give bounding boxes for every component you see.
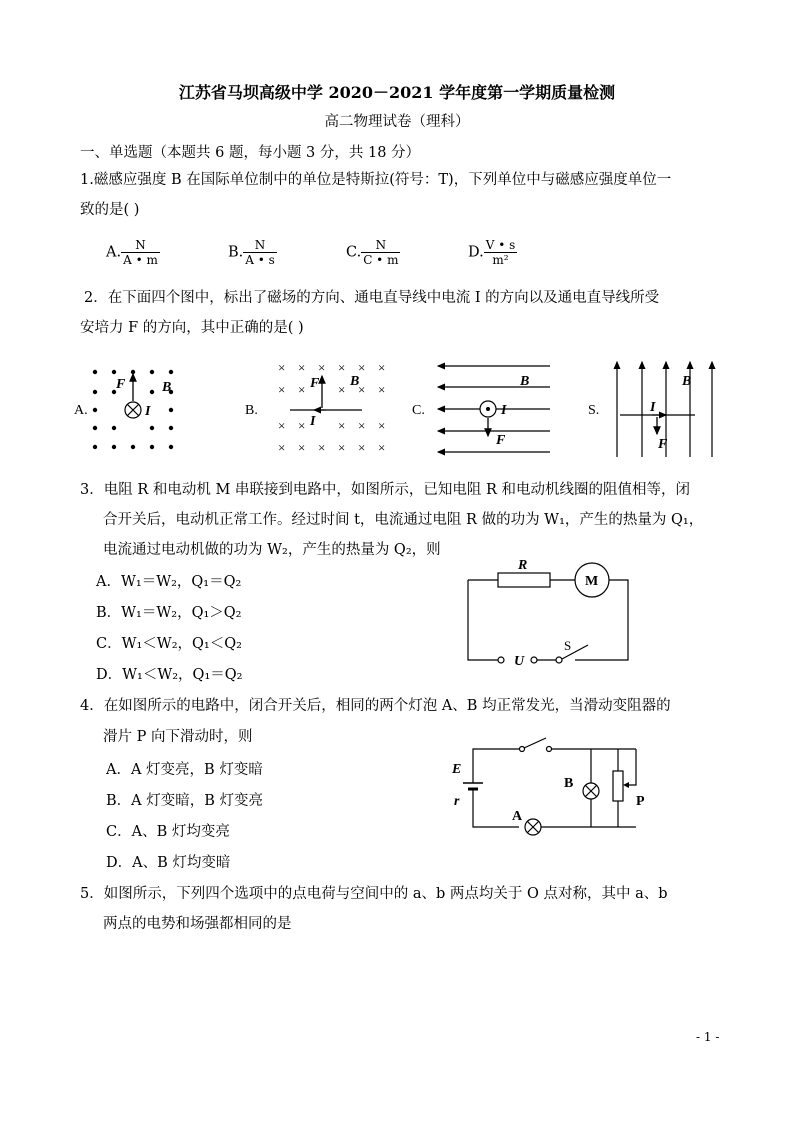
q2-stem-line1: 2．在下面四个图中，标出了磁场的方向、通电直导线中电流 I 的方向以及通电直导线所受: [84, 290, 660, 306]
q3-option-d: D．W₁＜W₂，Q₁＝Q₂: [96, 667, 243, 683]
q1-option-c: [346, 238, 400, 267]
field-label: B: [162, 380, 172, 395]
force-label: F: [496, 433, 506, 448]
fraction-denominator: A • m: [123, 253, 158, 267]
fraction-numerator: N: [135, 238, 146, 252]
q4-option-d: D．A、B 灯均变暗: [106, 855, 231, 871]
q2-stem-line2: 安培力 F 的方向，其中正确的是( ): [80, 320, 304, 336]
fraction-denominator: A • s: [245, 253, 275, 267]
fraction-denominator: C • m: [363, 253, 399, 267]
figure-d: [588, 362, 712, 457]
q3-stem-line3: 电流通过电动机做的功为 W₂，产生的热量为 Q₂，则: [103, 542, 441, 558]
option-label: C.: [346, 244, 362, 261]
fraction-denominator: m²: [484, 252, 518, 267]
main-switch: [524, 738, 546, 748]
page-number: - 1 -: [696, 1030, 720, 1044]
svg-text:×: ×: [338, 440, 346, 455]
option-label: B.: [228, 244, 244, 261]
fraction-numerator: V • s: [485, 238, 516, 252]
q3-option-b: B．W₁＝W₂，Q₁＞Q₂: [96, 605, 242, 621]
q3-circuit-diagram: [460, 555, 640, 673]
resistor-label: R: [518, 558, 528, 573]
q5-stem-line1: 5．如图所示，下列四个选项中的点电荷与空间中的 a、b 两点均关于 O 点对称，其中 a、b: [80, 886, 668, 902]
field-label: B: [520, 374, 530, 389]
q2-figures: [60, 352, 740, 467]
svg-text:×: ×: [378, 360, 386, 375]
q4-stem-line1: 4．在如图所示的电路中，闭合开关后，相同的两个灯泡 A、B 均正常发光，当滑动变阻器的: [80, 698, 671, 714]
current-label: I: [501, 403, 507, 418]
q4-option-c: C．A、B 灯均变亮: [106, 824, 230, 840]
resistor-r: [498, 573, 550, 587]
current-label: I: [310, 414, 316, 429]
page-subtitle: 高二物理试卷（理科）: [324, 114, 470, 130]
force-label: F: [658, 437, 668, 452]
q1-option-b: [228, 238, 277, 267]
svg-text:×: ×: [338, 418, 346, 433]
svg-text:×: ×: [278, 440, 286, 455]
svg-text:×: ×: [298, 440, 306, 455]
q1-stem-line1: 1.磁感应强度 B 在国际单位制中的单位是特斯拉(符号：T)，下列单位中与磁感应强度单位一: [80, 172, 672, 188]
svg-text:×: ×: [378, 418, 386, 433]
fraction-numerator: N: [375, 238, 387, 252]
switch-label: S: [564, 638, 572, 653]
svg-text:×: ×: [378, 440, 386, 455]
emf-label: E: [452, 762, 462, 777]
svg-text:×: ×: [358, 360, 366, 375]
voltage-label: U: [514, 654, 525, 669]
option-label: A.: [106, 244, 122, 261]
field-label: B: [682, 374, 692, 389]
svg-text:×: ×: [298, 382, 306, 397]
q1-option-d: [468, 238, 517, 267]
svg-text:×: ×: [338, 360, 346, 375]
current-label: I: [145, 404, 151, 419]
figure-d-label: S.: [588, 403, 600, 418]
lamp-b-label: B: [564, 776, 574, 791]
svg-text:×: ×: [318, 360, 326, 375]
figure-b-label: B.: [245, 403, 258, 418]
q3-stem-line2: 合开关后，电动机正常工作。经过时间 t，电流通过电阻 R 做的功为 W₁，产生的热量为 Q₁，: [103, 512, 704, 528]
rheostat-slider-p: [626, 749, 636, 785]
svg-text:×: ×: [358, 440, 366, 455]
lamp-a-label: A: [512, 809, 523, 824]
force-label: F: [116, 377, 126, 392]
force-label: F: [310, 376, 320, 391]
motor-label: M: [585, 574, 599, 589]
q3-option-c: C．W₁＜W₂，Q₁＜Q₂: [96, 636, 242, 652]
internal-resistance-label: r: [454, 794, 460, 809]
fraction-numerator: N: [254, 238, 266, 252]
svg-text:×: ×: [358, 382, 366, 397]
svg-text:×: ×: [298, 360, 306, 375]
q3-stem-line1: 3．电阻 R 和电动机 M 串联接到电路中，如图所示，已知电阻 R 和电动机线圈的阻值相等，闭: [80, 482, 691, 498]
slider-label: P: [636, 794, 645, 809]
q3-option-a: A．W₁＝W₂，Q₁＝Q₂: [96, 574, 242, 590]
q5-stem-line2: 两点的电势和场强都相同的是: [103, 916, 292, 932]
figure-c-label: C.: [412, 403, 425, 418]
svg-text:×: ×: [338, 382, 346, 397]
q4-circuit-diagram: [446, 735, 666, 845]
option-label: D.: [468, 244, 484, 261]
q1-option-a: [106, 238, 160, 267]
page-title: 江苏省马坝高级中学 2020－2021 学年度第一学期质量检测: [178, 83, 616, 102]
svg-text:×: ×: [278, 360, 286, 375]
q4-option-b: B．A 灯变暗，B 灯变亮: [106, 793, 263, 809]
figure-a: [74, 370, 173, 449]
rheostat: [613, 771, 623, 801]
section-heading: 一、单选题（本题共 6 题，每小题 3 分，共 18 分）: [80, 145, 421, 161]
figure-a-label: A.: [74, 403, 88, 418]
q4-stem-line2: 滑片 P 向下滑动时，则: [103, 729, 253, 745]
svg-text:×: ×: [278, 418, 286, 433]
q1-stem-line2: 致的是( ): [80, 202, 140, 218]
field-label: B: [350, 374, 360, 389]
svg-text:×: ×: [298, 418, 306, 433]
q4-option-a: A．A 灯变亮，B 灯变暗: [106, 762, 263, 778]
current-label: I: [650, 400, 656, 415]
svg-text:×: ×: [358, 418, 366, 433]
svg-text:×: ×: [378, 382, 386, 397]
svg-text:×: ×: [278, 382, 286, 397]
svg-text:×: ×: [318, 440, 326, 455]
figure-c: [412, 366, 550, 452]
figure-b: [245, 360, 385, 455]
